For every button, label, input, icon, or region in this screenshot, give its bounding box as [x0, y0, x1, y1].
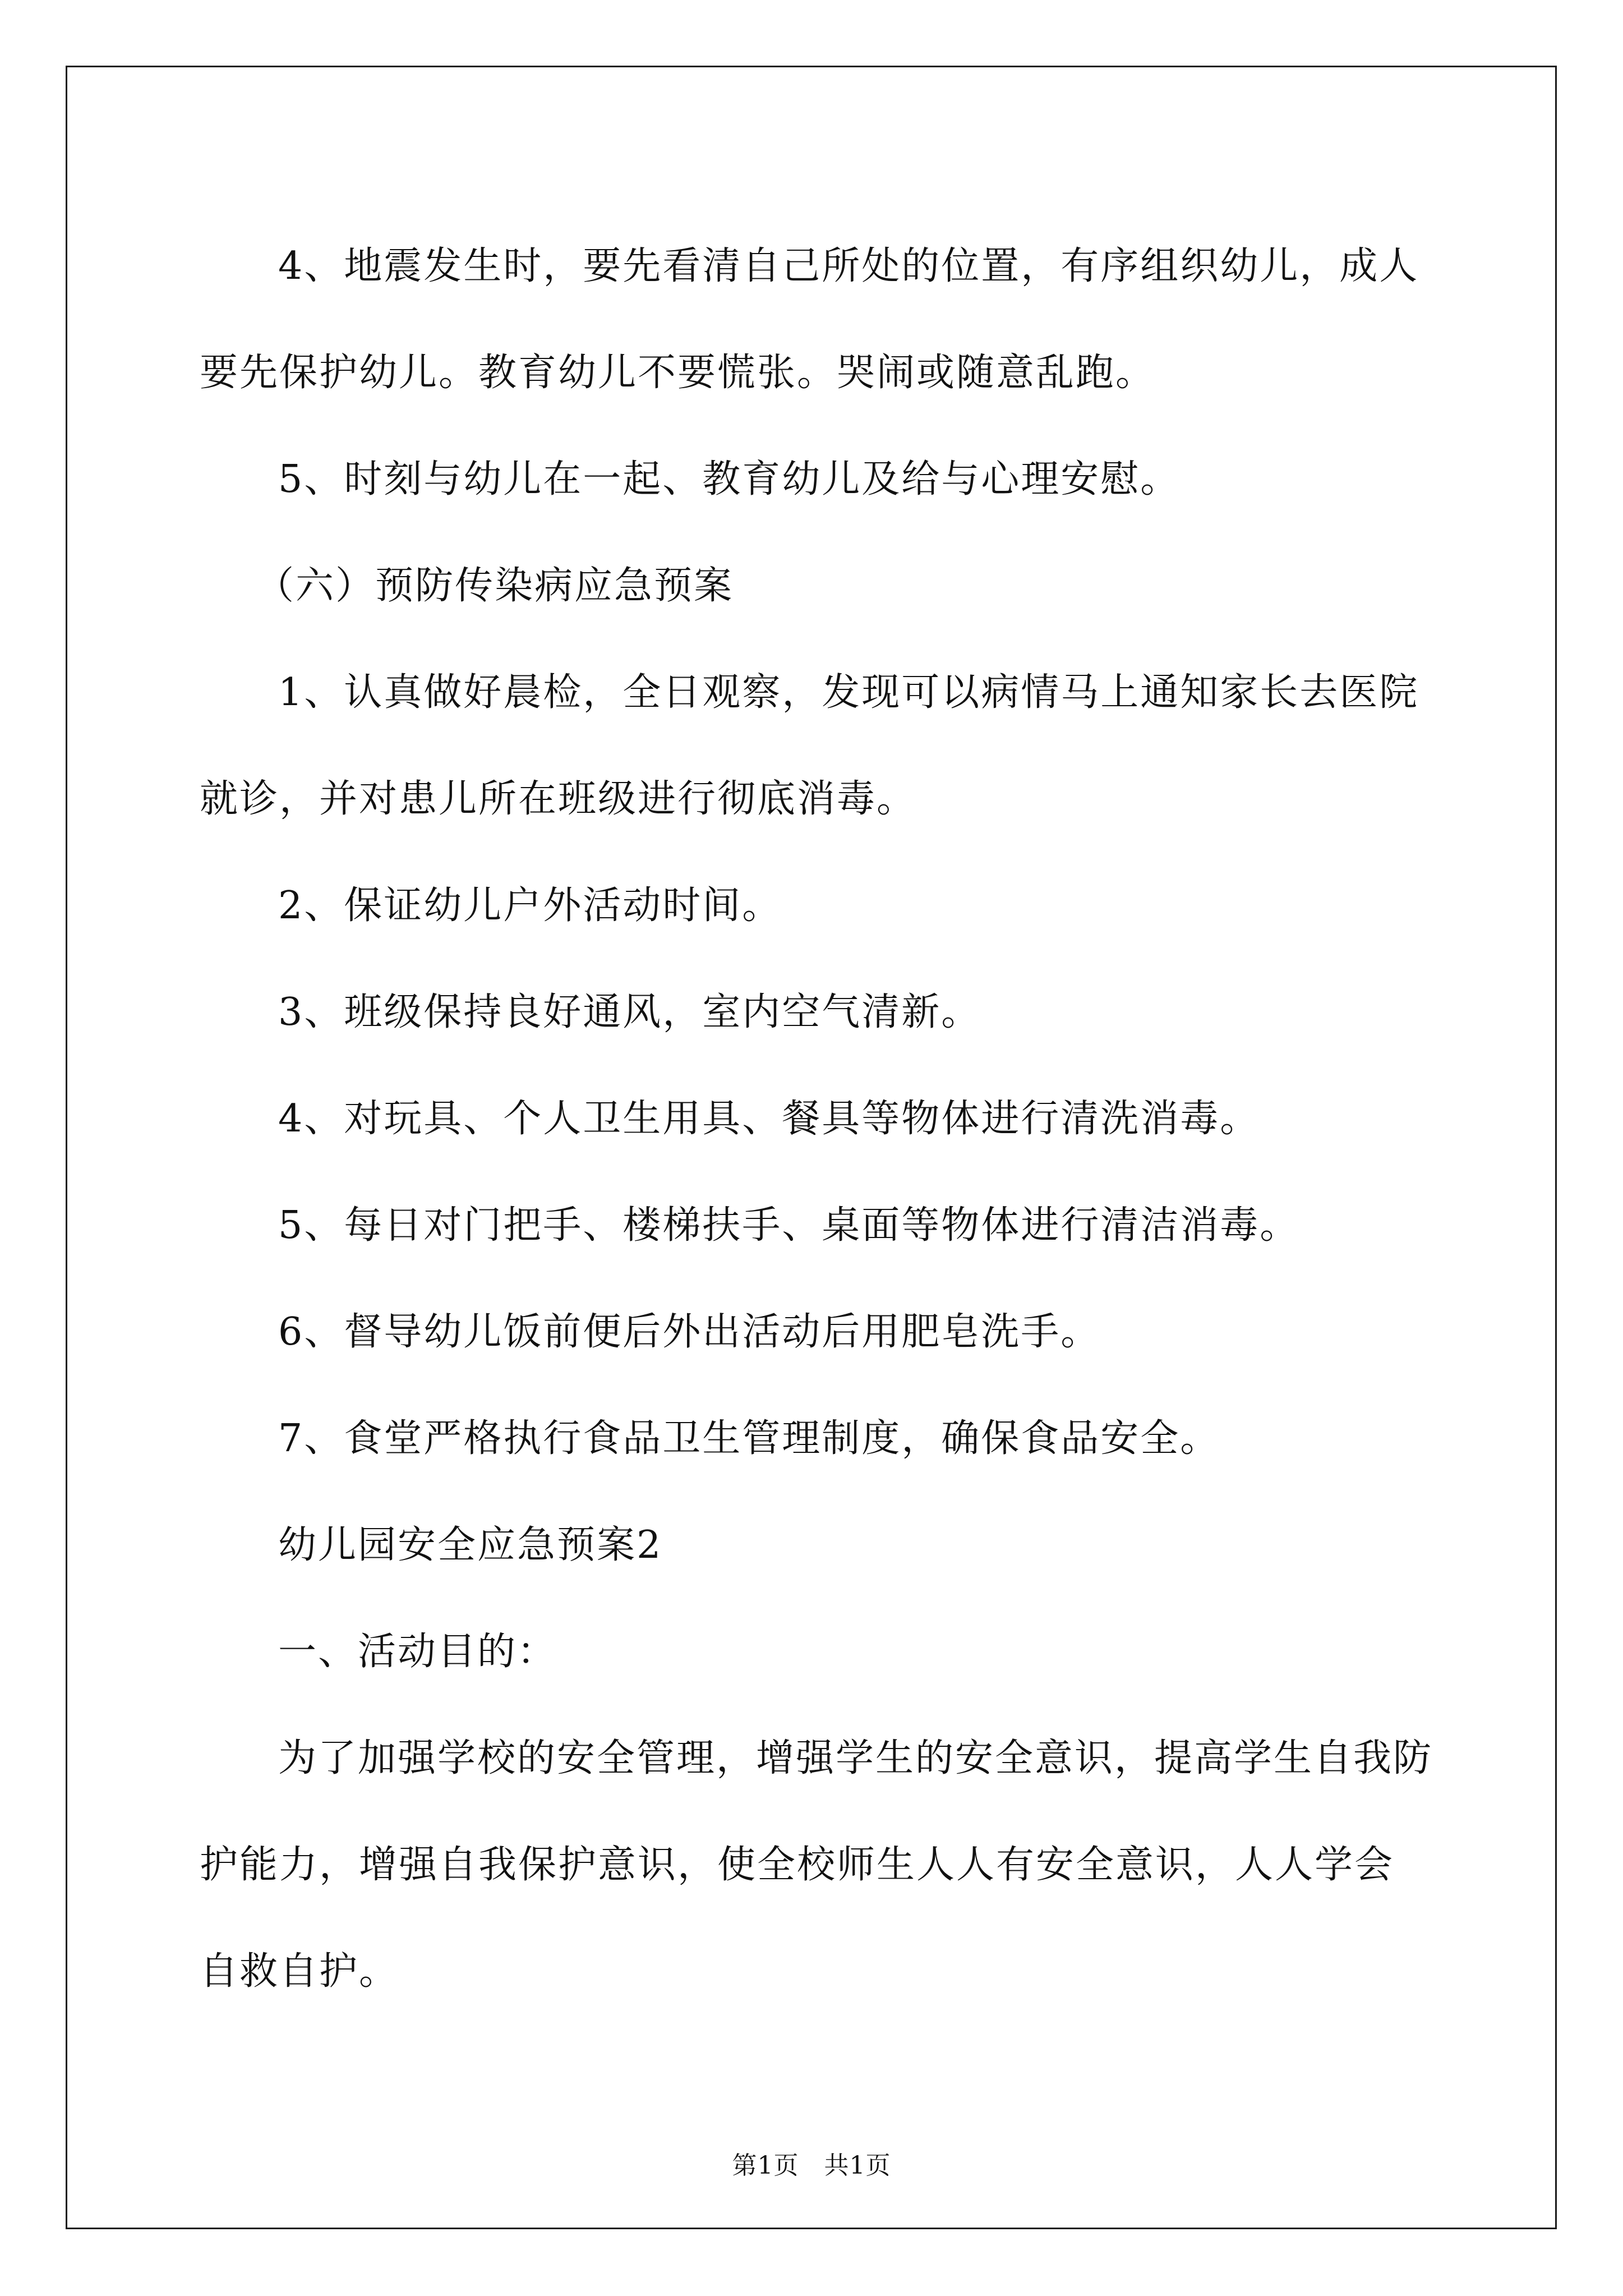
paragraph-epidemic-step-4: 4、对玩具、个人卫生用具、餐具等物体进行清洗消毒。	[278, 1097, 1260, 1141]
paragraph-activity-goal: 为了加强学校的安全管理，增强学生的安全意识，提高学生自我防护能力，增强自我保护意识，使全校师生人人有安全意识，人人学会自救自护。	[200, 1736, 1433, 1994]
section-heading-activity-goal: 一、活动目的：	[278, 1630, 557, 1674]
paragraph-epidemic-step-1: 1、认真做好晨检，全日观察，发现可以病情马上通知家长去医院就诊，并对患儿所在班级进行彻底消毒。	[200, 670, 1419, 821]
document-body	[200, 213, 1433, 2025]
paragraph-earthquake-step-5: 5、时刻与幼儿在一起、教育幼儿及给与心理安慰。	[278, 457, 1181, 501]
paragraph-epidemic-step-7: 7、食堂严格执行食品卫生管理制度，确保食品安全。	[278, 1416, 1220, 1461]
paragraph-epidemic-step-6: 6、督导幼儿饭前便后外出活动后用肥皂洗手。	[278, 1310, 1101, 1354]
paragraph-epidemic-step-2: 2、保证幼儿户外活动时间。	[278, 884, 782, 928]
section-heading-epidemic-plan: （六）预防传染病应急预案	[256, 564, 734, 608]
paragraph-earthquake-step-4: 4、地震发生时，要先看清自己所处的位置，有序组织幼儿，成人要先保护幼儿。教育幼儿不要慌张。哭闹或随意乱跑。	[200, 244, 1419, 395]
paragraph-epidemic-step-5: 5、每日对门把手、楼梯扶手、桌面等物体进行清洁消毒。	[278, 1203, 1300, 1248]
page-number-footer: 第1页 共1页	[732, 2151, 891, 2180]
document-section-title: 幼儿园安全应急预案2	[278, 1523, 663, 1567]
paragraph-epidemic-step-3: 3、班级保持良好通风，室内空气清新。	[278, 990, 981, 1034]
